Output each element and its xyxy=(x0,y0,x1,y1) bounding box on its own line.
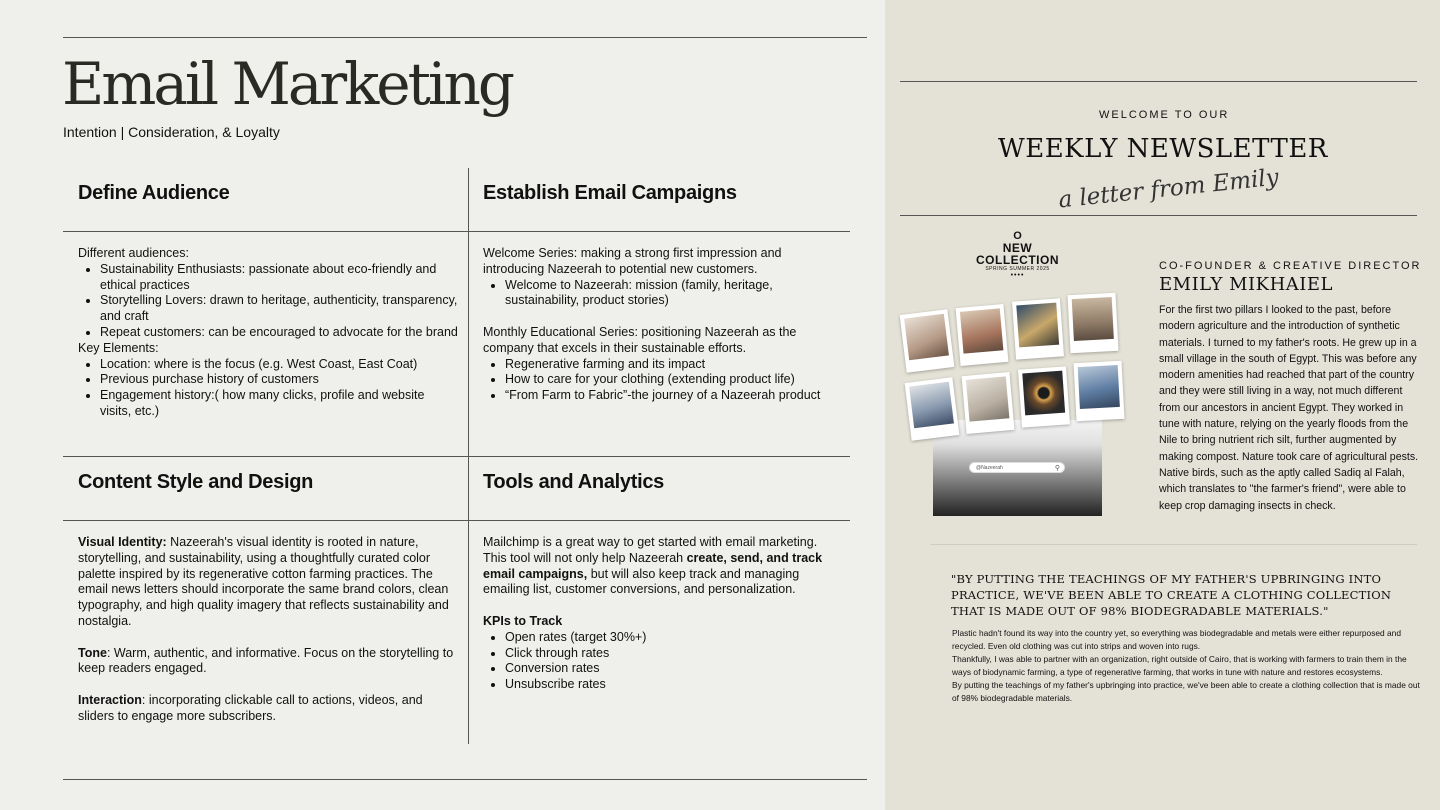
tools-body xyxy=(483,535,843,693)
list-item: • Regenerative farming and its impact xyxy=(505,357,843,373)
polaroid-photo xyxy=(905,377,960,440)
tools-heading: Tools and Analytics xyxy=(483,471,664,493)
promo-dots: •••• xyxy=(1010,272,1025,279)
author-name: EMILY MIKHAIEL xyxy=(1159,274,1333,295)
campaigns-body xyxy=(483,246,843,404)
campaigns-heading: Establish Email Campaigns xyxy=(483,182,737,204)
key-elements-list xyxy=(78,357,458,420)
monthly-series-list xyxy=(483,357,843,404)
list-item: • Unsubscribe rates xyxy=(505,677,843,693)
visual-identity-paragraph xyxy=(78,535,458,630)
list-item: • Click through rates xyxy=(505,646,843,662)
list-item: • “From Farm to Fabric”-the journey of a Nazeerah product xyxy=(505,388,843,404)
newsletter-script: a letter from Emily xyxy=(1057,164,1280,214)
polaroid-photo xyxy=(1012,298,1064,359)
welcome-series-intro: Welcome Series: making a strong first impression and introducing Nazeerah to potential new customers. xyxy=(483,246,782,276)
polaroid-photo xyxy=(1068,293,1119,353)
welcome-series-list xyxy=(483,278,843,310)
polaroid-photo xyxy=(956,304,1009,366)
promo-headline: NEW COLLECTION xyxy=(976,241,1059,267)
mailchimp-text-bold: create, send, and track email campaigns, xyxy=(483,550,823,581)
author-story: For the first two pillars I looked to the past, before modern agriculture and the introduction of synthetic materials. I turned to my father's roots. He grew up in a small village in the south of Egypt. This was before any modern amenities had reached that part of the country and they were still living in a way, not much different from our ancestors in ancient Egypt. They worked in tune with nature, relying on the yearly floods from the Nile to bring nutrient rich silt, further augmented by making compost. Nature took care of agricultural pests. Native birds, such as the aptly called Sadiq al Falah, which translates to "the farmer's friend", were able to keep crop damaging insects in check. xyxy=(1159,304,1419,512)
polaroid-photo xyxy=(1018,366,1070,427)
visual-identity-text: Nazeerah's visual identity is rooted in nature, storytelling, and sustainability, using a thoughtfully curated color palette inspired by its regenerative cotton farming practices. The email news letters should incorporate the same brand colors, clean typography, and high quality imagery that reflects sustainability and nostalgia. xyxy=(78,535,449,628)
search-icon: ⚲ xyxy=(1054,465,1060,472)
define-audience-body xyxy=(78,246,458,420)
grid-rule-1 xyxy=(63,231,850,232)
content-style-body xyxy=(78,535,458,725)
polaroid-photo xyxy=(900,309,955,372)
bottom-rule xyxy=(63,779,867,780)
quote-body xyxy=(952,627,1422,705)
promo-header xyxy=(960,230,1075,279)
list-item: • Open rates (target 30%+) xyxy=(505,630,843,646)
key-elements-label: Key Elements: xyxy=(78,340,159,355)
polaroid-photo xyxy=(962,372,1015,434)
grid-rule-3 xyxy=(63,520,850,521)
promo-season: SPRING SUMMER 2025 xyxy=(985,266,1050,272)
list-item: • Welcome to Nazeerah: mission (family, heritage, sustainability, product stories) xyxy=(505,278,843,310)
tone-text: : Warm, authentic, and informative. Focus on the storytelling to keep readers engaged. xyxy=(78,645,454,676)
tone-label: Tone xyxy=(78,645,107,660)
list-item: • How to care for your clothing (extending product life) xyxy=(505,372,843,388)
page-title: Email Marketing xyxy=(62,50,512,118)
top-rule xyxy=(63,37,867,38)
pull-quote: "BY PUTTING THE TEACHINGS OF MY FATHER'S UPBRINGING INTO PRACTICE, WE'VE BEEN ABLE TO CREATE A CLOTHING COLLECTION THAT IS MADE OUT OF 98% BIODEGRADABLE MATERIALS." xyxy=(951,572,1392,618)
promo-search-text: @Nazeerah xyxy=(976,465,1003,471)
quote-body-paragraph: Plastic hadn't found its way into the country yet, so everything was biodegradable and metals were either repurposed and recycled. Even old clothing was cut into strips and woven into rugs. xyxy=(952,628,1401,651)
mailchimp-text-b: but will also keep track and managing emailing list, customer conversions, and personalization. xyxy=(483,566,800,597)
kpi-label-text: KPIs to Track xyxy=(483,613,563,628)
interaction-text: : incorporating clickable call to actions, videos, and sliders to engage more subscribers. xyxy=(78,692,423,723)
list-item: • Engagement history:( how many clicks, profile and website visits, etc.) xyxy=(100,388,458,420)
list-item: • Conversion rates xyxy=(505,661,843,677)
polaroid-photo xyxy=(1074,361,1125,421)
content-style-heading: Content Style and Design xyxy=(78,471,314,493)
page-subtitle: Intention | Consideration, & Loyalty xyxy=(63,124,280,140)
kpi-list xyxy=(483,630,843,693)
grid-rule-2 xyxy=(63,456,850,457)
monthly-series-intro: Monthly Educational Series: positioning Nazeerah as the company that excels in their sustainable efforts. xyxy=(483,324,797,355)
audiences-intro: Different audiences: xyxy=(78,246,189,260)
list-item: • Location: where is the focus (e.g. West Coast, East Coat) xyxy=(100,357,458,373)
mailchimp-paragraph xyxy=(483,535,843,598)
audiences-list xyxy=(78,262,458,341)
tone-paragraph xyxy=(78,646,458,678)
quote-divider xyxy=(930,544,1417,545)
interaction-label: Interaction xyxy=(78,692,142,707)
newsletter-header-rule xyxy=(900,215,1417,216)
quote-body-paragraph: Thankfully, I was able to partner with an organization, right outside of Cairo, that is working with farmers to train them in the ways of biodynamic farming, a type of regenerative farming, that works in tune with nature and restores ecosystems. xyxy=(952,654,1407,677)
interaction-paragraph xyxy=(78,693,458,725)
promo-search-bar xyxy=(969,462,1065,473)
kpi-label xyxy=(483,614,843,630)
promo-mark: O xyxy=(1013,230,1022,242)
newsletter-title: WEEKLY NEWSLETTER xyxy=(998,134,1328,164)
author-role: CO-FOUNDER & CREATIVE DIRECTOR xyxy=(1159,260,1422,272)
list-item: • Repeat customers: can be encouraged to advocate for the brand xyxy=(100,325,458,341)
define-audience-heading: Define Audience xyxy=(78,182,230,204)
newsletter-top-rule xyxy=(900,81,1417,82)
newsletter-kicker: WELCOME TO OUR xyxy=(1099,109,1230,121)
mailchimp-text-a: Mailchimp is a great way to get started with email marketing. This tool will not only help Nazeerah xyxy=(483,535,818,565)
list-item: • Sustainability Enthusiasts: passionate about eco-friendly and ethical practices xyxy=(100,262,458,294)
list-item: • Previous purchase history of customers xyxy=(100,372,458,388)
visual-identity-label: Visual Identity: xyxy=(78,535,167,549)
list-item: • Storytelling Lovers: drawn to heritage, authenticity, transparency, and craft xyxy=(100,293,458,325)
quote-body-paragraph: By putting the teachings of my father's upbringing into practice, we've been able to create a clothing collection that is made out of 98% biodegradable materials. xyxy=(952,680,1420,703)
